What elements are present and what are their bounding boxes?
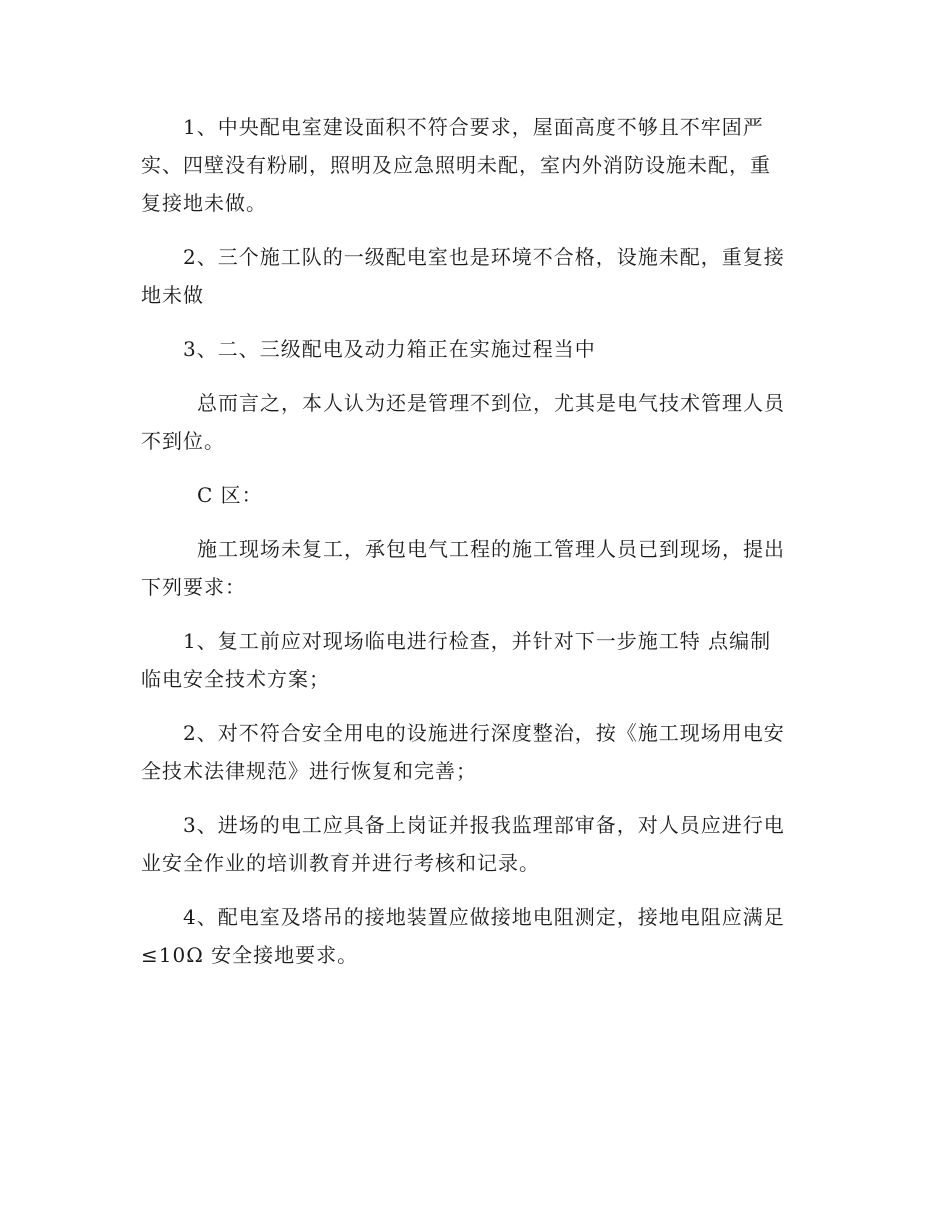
text-line: 实、四壁没有粉刷，照明及应急照明未配，室内外消防设施未配，重 <box>141 153 771 177</box>
text-line: 3、二、三级配电及动力箱正在实施过程当中 <box>183 337 596 361</box>
text-line: 3、进场的电工应具备上岗证并报我监理部审备，对人员应进行电 <box>183 813 785 837</box>
text-line: 2、三个施工队的一级配电室也是环境不合格，设施未配，重复接 <box>183 245 785 269</box>
requirement-item-4 <box>141 898 803 974</box>
text-line: ≤10Ω 安全接地要求。 <box>141 943 359 967</box>
text-line: 地未做 <box>141 283 204 307</box>
text-line: C 区： <box>197 483 263 507</box>
requirement-item-3 <box>141 806 803 882</box>
document-body <box>141 108 803 974</box>
text-line: 复接地未做。 <box>141 191 267 215</box>
text-line: 1、中央配电室建设面积不符合要求，屋面高度不够且不牢固严 <box>183 115 764 139</box>
paragraph-item-3 <box>141 330 803 368</box>
text-line: 临电安全技术方案； <box>141 667 330 691</box>
paragraph-intro-c <box>141 530 803 606</box>
requirement-item-2 <box>141 714 803 790</box>
text-line: 施工现场未复工，承包电气工程的施工管理人员已到现场，提出 <box>197 537 785 561</box>
paragraph-item-1 <box>141 108 803 222</box>
section-heading-c <box>141 476 803 514</box>
text-line: 1、复工前应对现场临电进行检查，并针对下一步施工特 点编制 <box>183 629 772 653</box>
text-line: 全技术法律规范》进行恢复和完善； <box>141 759 477 783</box>
text-line: 4、配电室及塔吊的接地装置应做接地电阻测定，接地电阻应满足 <box>183 905 785 929</box>
paragraph-item-2 <box>141 238 803 314</box>
text-line: 不到位。 <box>141 429 225 453</box>
text-line: 业安全作业的培训教育并进行考核和记录。 <box>141 851 540 875</box>
text-line: 下列要求： <box>141 575 246 599</box>
text-line: 2、对不符合安全用电的设施进行深度整治，按《施工现场用电安 <box>183 721 785 745</box>
text-line: 总而言之，本人认为还是管理不到位，尤其是电气技术管理人员 <box>197 391 785 415</box>
requirement-item-1 <box>141 622 803 698</box>
paragraph-summary <box>141 384 803 460</box>
